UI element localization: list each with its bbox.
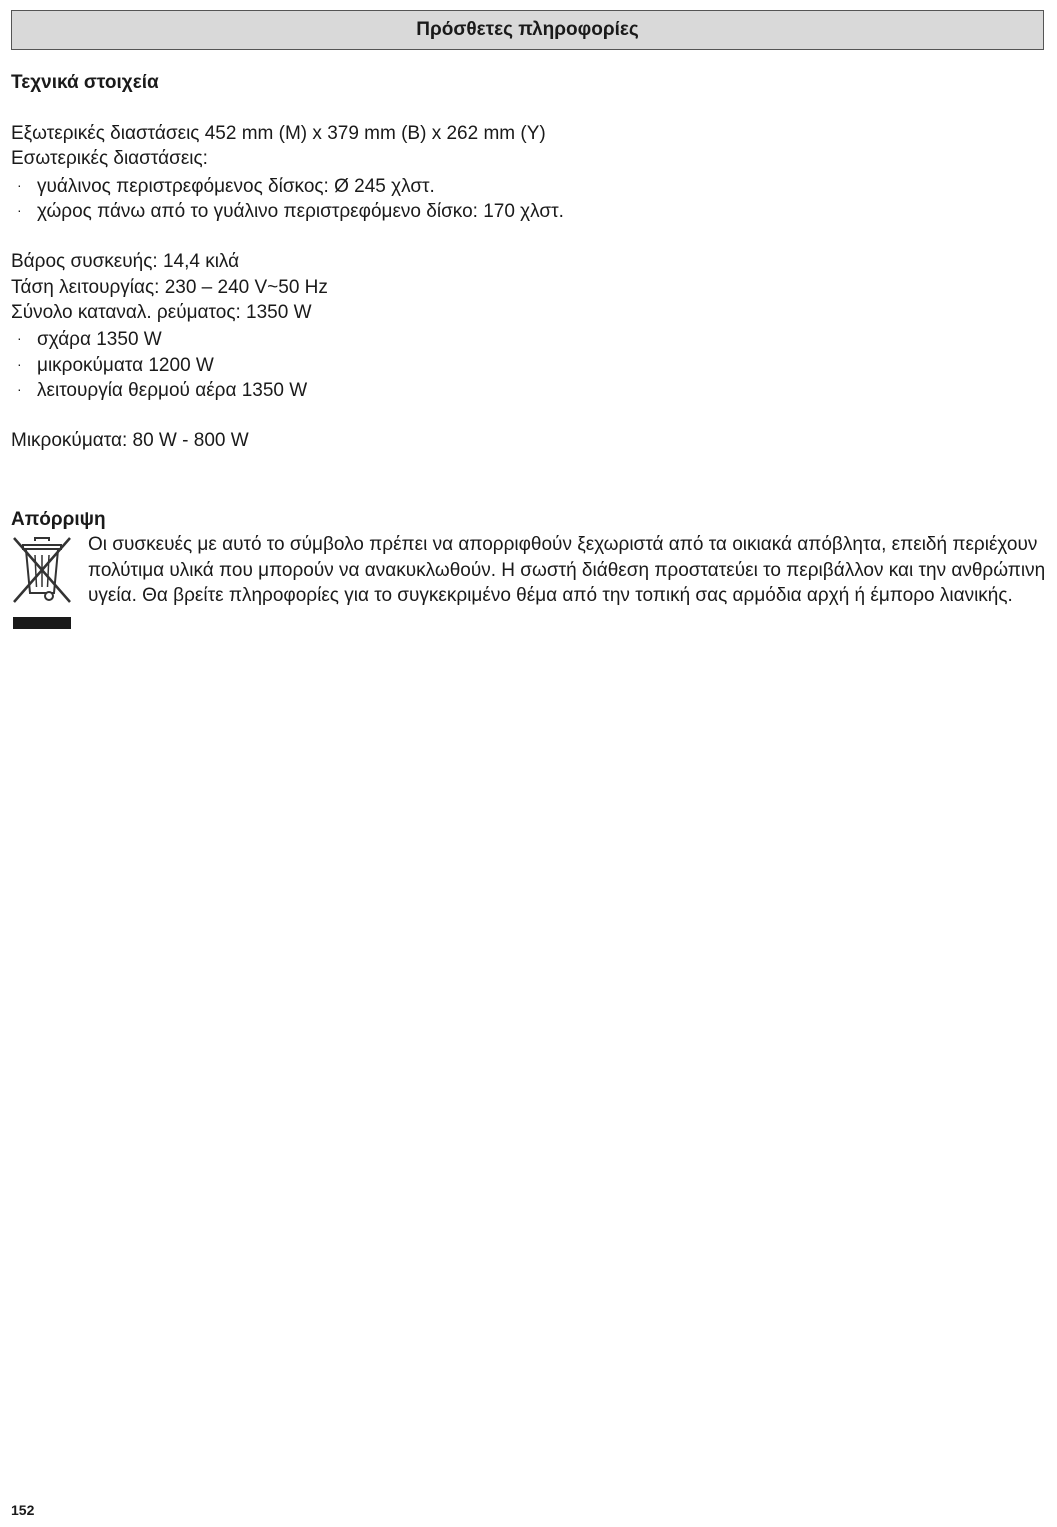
list-item bbox=[17, 377, 307, 403]
section-header-title: Πρόσθετες πληροφορίες bbox=[416, 19, 639, 40]
bullet-icon: · bbox=[17, 177, 22, 193]
bullet-icon: · bbox=[17, 202, 22, 218]
external-dimensions: Εξωτερικές διαστάσεις 452 mm (Μ) x 379 mm (Β) x 262 mm (Υ) bbox=[11, 123, 546, 144]
list-item bbox=[17, 326, 162, 352]
section-header bbox=[11, 10, 1044, 50]
appliance-weight: Βάρος συσκευής: 14,4 κιλά bbox=[11, 251, 240, 272]
operating-voltage: Τάση λειτουργίας: 230 – 240 V~50 Hz bbox=[11, 277, 328, 298]
bullet-icon: · bbox=[17, 356, 22, 372]
list-item-text: σχάρα 1350 W bbox=[37, 329, 162, 350]
disposal-title: Απόρριψη bbox=[11, 509, 106, 530]
internal-dimensions-label: Εσωτερικές διαστάσεις: bbox=[11, 148, 208, 169]
bullet-icon: · bbox=[17, 381, 22, 397]
technical-data-title: Τεχνικά στοιχεία bbox=[11, 72, 159, 93]
list-item bbox=[17, 352, 214, 378]
list-item bbox=[17, 198, 564, 224]
page-number: 152 bbox=[11, 1502, 35, 1518]
list-item-text: λειτουργία θερμού αέρα 1350 W bbox=[37, 380, 308, 401]
total-power: Σύνολο καταναλ. ρεύματος: 1350 W bbox=[11, 302, 312, 323]
weee-crossed-bin-icon bbox=[11, 535, 73, 635]
bullet-icon: · bbox=[17, 330, 22, 346]
list-item-text: χώρος πάνω από το γυάλινο περιστρεφόμενο δίσκο: 170 χλστ. bbox=[37, 201, 564, 222]
microwave-power: Μικροκύματα: 80 W - 800 W bbox=[11, 430, 249, 451]
list-item-text: μικροκύματα 1200 W bbox=[37, 355, 214, 376]
list-item-text: γυάλινος περιστρεφόμενος δίσκος: Ø 245 χλστ. bbox=[37, 176, 435, 197]
disposal-text: Οι συσκευές με αυτό το σύμβολο πρέπει να απορριφθούν ξεχωριστά από τα οικιακά απόβλητα, επειδή περιέχουν πολύτιμα υλικά που μπορούν να ανακυκλωθούν. Η σωστή διάθεση προστατεύει το περιβάλλον και την ανθρώπινη υγεία. Θα βρείτε πληροφορίες για το συγκεκριμένο θέμα από την τοπική σας αρμόδια αρχή ή έμπορο λιανικής. bbox=[88, 534, 1046, 606]
list-item bbox=[17, 173, 435, 199]
